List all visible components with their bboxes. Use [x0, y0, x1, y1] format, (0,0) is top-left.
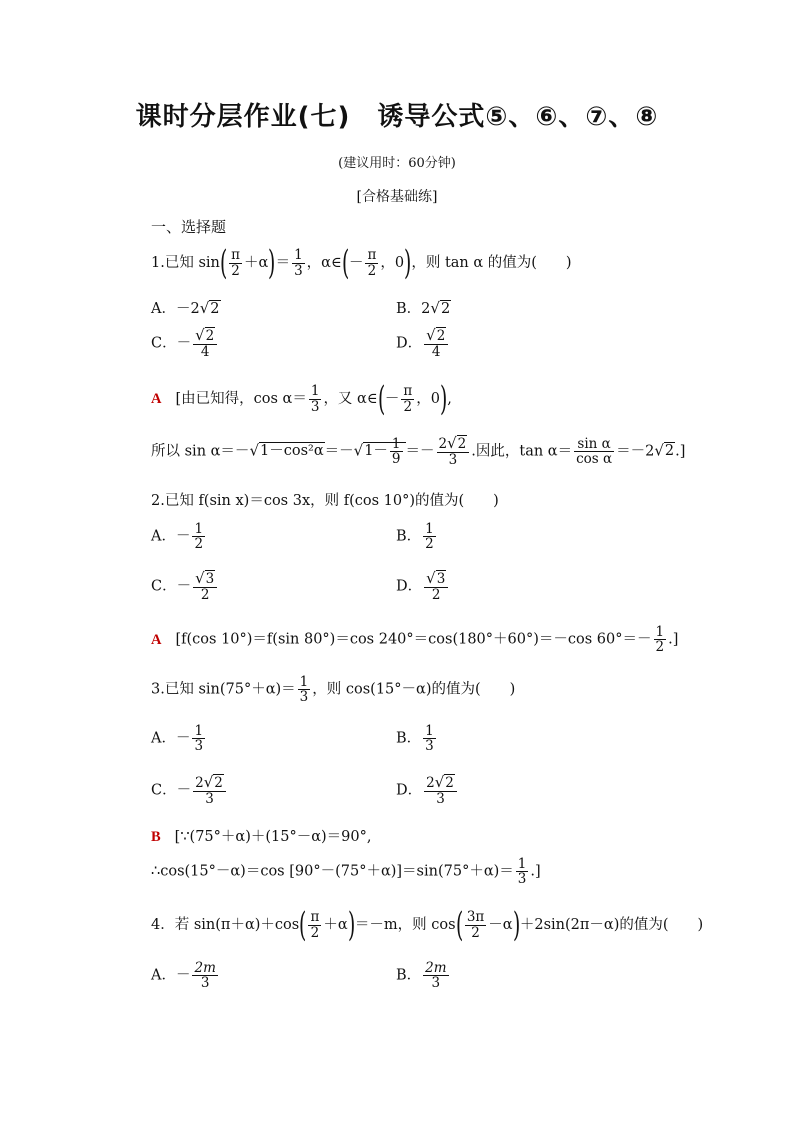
section-heading: 一、选择题: [151, 218, 227, 236]
q2-answer: A: [151, 631, 162, 648]
q1-option-c: C．－ $\frac{√2}{4}$: [151, 328, 219, 359]
page-title: 课时分层作业(七) 诱导公式⑤、⑥、⑦、⑧: [135, 102, 659, 132]
q1-option-b: B．2√2: [396, 299, 451, 317]
question-3: 3.已知 sin(75°＋α)＝ $\frac{1}{3}$ ，则 cos(15°－α)的值为( ): [151, 674, 516, 706]
q1-answer: A: [151, 391, 162, 407]
q4-option-a: A．－ $\frac{2m}{3}$: [151, 960, 216, 992]
section-label: [合格基础练]: [356, 189, 438, 205]
q1-option-a: A．－2√2: [151, 299, 220, 317]
question-2: 2.已知 f(sin x)＝cos 3x，则 f(cos 10°)的值为( ): [151, 493, 499, 509]
q3-option-d: D． $\frac{2√2}{3}$: [396, 775, 459, 806]
q2-option-c: C．－ $\frac{√3}{2}$: [151, 571, 219, 602]
question-1: 1.已知 sin( $\frac{\pi}{2}$ ＋α)＝ $\frac{1}{3}$ ，α∈(－ $\frac{\pi}{2}$ ，0)，则 tan α 的值为( ): [151, 243, 572, 283]
q3-solution-line-1: B [∵(75°＋α)＋(15°－α)＝90°,: [151, 829, 372, 845]
q3-answer: B: [151, 829, 161, 845]
q3-option-a: A．－ $\frac{1}{3}$: [151, 723, 204, 755]
q3-solution-line-2: ∴cos(15°－α)＝cos [90°－(75°＋α)]＝sin(75°＋α)＝ $\frac{1}{3}$ .]: [151, 856, 541, 888]
q2-solution: A [f(cos 10°)＝f(sin 80°)＝cos 240°＝cos(180°＋60°)＝－cos 60°＝－ $\frac{1}{2}$ .]: [151, 624, 679, 656]
q3-option-b: B． $\frac{1}{3}$: [396, 723, 434, 755]
q2-option-b: B． $\frac{1}{2}$: [396, 521, 434, 553]
q4-option-b: B． $\frac{2m}{3}$: [396, 960, 447, 992]
q2-option-a: A．－ $\frac{1}{2}$: [151, 521, 204, 553]
q1-option-d: D． $\frac{√2}{4}$: [396, 328, 450, 359]
q3-option-c: C．－ $\frac{2√2}{3}$: [151, 775, 228, 806]
q1-solution-line-1: A [由已知得，cos α＝ $\frac{1}{3}$ ，又 α∈(－ $\frac{\pi}{2}$ ，0),: [151, 379, 452, 419]
q1-solution-line-2: 所以 sin α＝－√1－cos²α＝－√1－ $\frac{1}{9}$ ＝－ $\frac{2√2}{3}$ .因此，tan α＝ $\frac{\text{sin α}}{\text{cos α}}$ ＝－2√2.]: [151, 434, 686, 468]
q2-option-d: D． $\frac{√3}{2}$: [396, 571, 450, 602]
question-4: 4．若 sin(π＋α)＋cos( $\frac{\pi}{2}$ ＋α)＝－m，则 cos( $\frac{3\pi}{2}$ －α)＋2sin(2π－α)的值为( ): [151, 905, 704, 945]
suggested-time: (建议用时：60分钟): [338, 156, 456, 171]
